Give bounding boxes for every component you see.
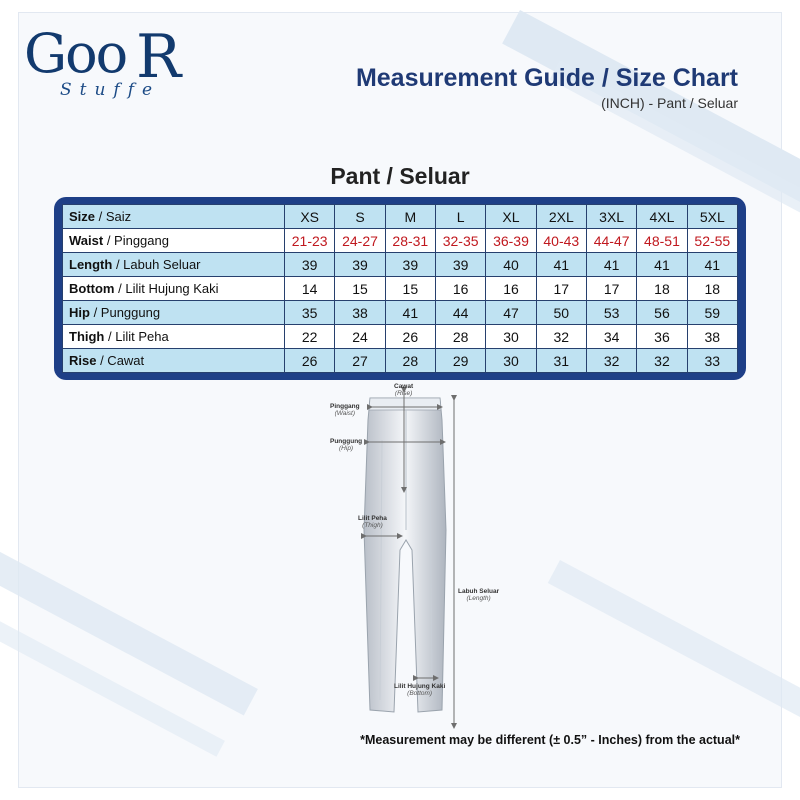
size-chart-table-frame bbox=[54, 197, 746, 380]
table-cell: 34 bbox=[586, 325, 636, 349]
table-cell: 21-23 bbox=[285, 229, 335, 253]
brand-logo bbox=[24, 22, 204, 112]
size-header-cell: XS bbox=[285, 205, 335, 229]
table-cell: 39 bbox=[335, 253, 385, 277]
table-cell: 17 bbox=[586, 277, 636, 301]
table-cell: 38 bbox=[335, 301, 385, 325]
row-label-rest: / Lilit Peha bbox=[104, 329, 169, 344]
row-label-bold: Thigh bbox=[69, 329, 105, 344]
row-label-rest: / Lilit Hujung Kaki bbox=[114, 281, 219, 296]
section-title: Pant / Seluar bbox=[330, 163, 470, 189]
row-label-bold: Length bbox=[69, 257, 113, 272]
table-cell: 41 bbox=[536, 253, 586, 277]
size-header-cell: 4XL bbox=[637, 205, 687, 229]
table-cell: 32 bbox=[637, 349, 687, 373]
table-cell: 32 bbox=[536, 325, 586, 349]
table-cell: 41 bbox=[586, 253, 636, 277]
footnote: *Measurement may be different (± 0.5” - Inches) from the actual* bbox=[360, 733, 740, 747]
size-header-cell: 3XL bbox=[586, 205, 636, 229]
table-cell: 47 bbox=[486, 301, 536, 325]
label-punggung-name: Punggung bbox=[330, 438, 363, 445]
label-lilit-hujung-kaki-name: Lilit Hujung Kaki bbox=[394, 683, 446, 690]
table-cell: 41 bbox=[637, 253, 687, 277]
table-cell: 40-43 bbox=[536, 229, 586, 253]
table-cell: 38 bbox=[687, 325, 737, 349]
label-pinggang-en: (Waist) bbox=[334, 410, 356, 417]
row-label-rest: / Punggung bbox=[89, 305, 161, 320]
table-cell: 52-55 bbox=[687, 229, 737, 253]
size-header-cell: XL bbox=[486, 205, 536, 229]
row-label-rest: / Pinggang bbox=[103, 233, 169, 248]
table-cell: 17 bbox=[536, 277, 586, 301]
table-cell: 15 bbox=[385, 277, 435, 301]
table-row bbox=[63, 253, 738, 277]
row-label bbox=[63, 349, 285, 373]
page-title: Measurement Guide / Size Chart bbox=[355, 64, 738, 92]
label-labuh-seluar bbox=[458, 588, 499, 602]
row-label bbox=[63, 253, 285, 277]
label-labuh-seluar-en: (Length) bbox=[466, 595, 491, 602]
page-subtitle: (INCH) - Pant / Seluar bbox=[601, 95, 738, 111]
row-label bbox=[63, 229, 285, 253]
logo-stuffe: Stuffe bbox=[60, 80, 161, 100]
row-label-rest: / Labuh Seluar bbox=[112, 257, 201, 272]
table-cell: 18 bbox=[687, 277, 737, 301]
table-cell: 31 bbox=[536, 349, 586, 373]
size-header-cell: 2XL bbox=[536, 205, 586, 229]
table-cell: 39 bbox=[435, 253, 485, 277]
pant-diagram bbox=[320, 380, 530, 740]
table-cell: 27 bbox=[335, 349, 385, 373]
row-label bbox=[63, 277, 285, 301]
table-cell: 26 bbox=[285, 349, 335, 373]
size-header-cell: 5XL bbox=[687, 205, 737, 229]
table-cell: 26 bbox=[385, 325, 435, 349]
row-label bbox=[63, 325, 285, 349]
table-cell: 29 bbox=[435, 349, 485, 373]
logo-goo: Goo bbox=[24, 22, 127, 85]
pant-shape bbox=[364, 398, 446, 712]
label-cawat bbox=[394, 383, 413, 397]
table-cell: 16 bbox=[435, 277, 485, 301]
row-label-rest: / Saiz bbox=[95, 209, 132, 224]
table-cell: 16 bbox=[486, 277, 536, 301]
table-row bbox=[63, 325, 738, 349]
label-lilit-peha bbox=[358, 515, 387, 529]
table-cell: 33 bbox=[687, 349, 737, 373]
table-cell: 56 bbox=[637, 301, 687, 325]
row-label-bold: Rise bbox=[69, 353, 97, 368]
label-punggung bbox=[330, 438, 362, 452]
table-row bbox=[63, 301, 738, 325]
table-cell: 22 bbox=[285, 325, 335, 349]
table-row bbox=[63, 349, 738, 373]
table-cell: 35 bbox=[285, 301, 335, 325]
row-label bbox=[63, 301, 285, 325]
table-cell: 24 bbox=[335, 325, 385, 349]
row-label-bold: Size bbox=[69, 209, 96, 224]
table-cell: 39 bbox=[385, 253, 435, 277]
table-cell: 59 bbox=[687, 301, 737, 325]
size-header-cell: L bbox=[435, 205, 485, 229]
label-pinggang-name: Pinggang bbox=[330, 403, 360, 410]
waistband bbox=[369, 398, 441, 410]
table-cell: 30 bbox=[486, 325, 536, 349]
label-cawat-en: (Rise) bbox=[394, 390, 413, 397]
label-lilit-peha-en: (Thigh) bbox=[362, 522, 383, 529]
table-cell: 53 bbox=[586, 301, 636, 325]
table-cell: 40 bbox=[486, 253, 536, 277]
table-cell: 24-27 bbox=[335, 229, 385, 253]
row-label-bold: Waist bbox=[69, 233, 104, 248]
size-header-row bbox=[63, 205, 738, 229]
label-pinggang bbox=[330, 403, 360, 417]
row-label-rest: / Cawat bbox=[96, 353, 145, 368]
table-cell: 36 bbox=[637, 325, 687, 349]
row-label-bold: Hip bbox=[69, 305, 90, 320]
row-label bbox=[63, 205, 285, 229]
logo-r: R bbox=[136, 22, 182, 92]
label-lilit-peha-name: Lilit Peha bbox=[358, 515, 387, 522]
size-chart-table bbox=[62, 204, 738, 373]
table-cell: 30 bbox=[486, 349, 536, 373]
table-cell: 28 bbox=[435, 325, 485, 349]
table-cell: 28-31 bbox=[385, 229, 435, 253]
label-lilit-hujung-kaki bbox=[394, 683, 445, 697]
table-cell: 14 bbox=[285, 277, 335, 301]
table-cell: 28 bbox=[385, 349, 435, 373]
table-cell: 39 bbox=[285, 253, 335, 277]
table-cell: 32-35 bbox=[435, 229, 485, 253]
label-punggung-en: (Hip) bbox=[339, 445, 354, 452]
table-cell: 41 bbox=[385, 301, 435, 325]
table-row bbox=[63, 229, 738, 253]
row-label-bold: Bottom bbox=[69, 281, 115, 296]
label-lilit-hujung-kaki-en: (Bottom) bbox=[407, 690, 433, 697]
size-header-cell: S bbox=[335, 205, 385, 229]
table-cell: 15 bbox=[335, 277, 385, 301]
label-cawat-name: Cawat bbox=[394, 383, 414, 390]
table-cell: 32 bbox=[586, 349, 636, 373]
table-cell: 36-39 bbox=[486, 229, 536, 253]
table-cell: 18 bbox=[637, 277, 687, 301]
size-header-cell: M bbox=[385, 205, 435, 229]
label-labuh-seluar-name: Labuh Seluar bbox=[458, 588, 500, 595]
table-cell: 44-47 bbox=[586, 229, 636, 253]
table-row bbox=[63, 277, 738, 301]
table-cell: 41 bbox=[687, 253, 737, 277]
table-cell: 44 bbox=[435, 301, 485, 325]
table-cell: 50 bbox=[536, 301, 586, 325]
table-cell: 48-51 bbox=[637, 229, 687, 253]
